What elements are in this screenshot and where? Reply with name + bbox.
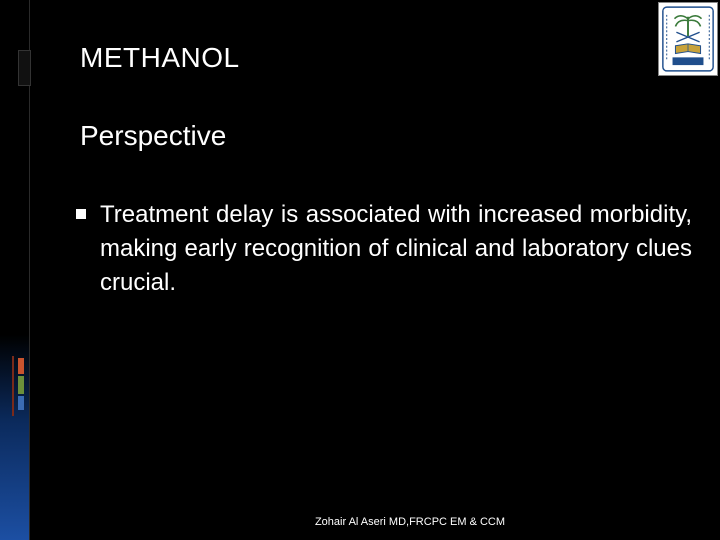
bullet-text: Treatment delay is associated with increased morbidity, making early recognition of clinical and laboratory clues crucial. [100, 201, 692, 296]
slide-title: METHANOL [80, 42, 240, 73]
bullet-list [76, 198, 692, 300]
accent-thin-bar [12, 356, 14, 416]
slide-footer: Zohair Al Aseri MD,FRCPC EM & CCM [314, 516, 506, 528]
university-seal-icon [659, 3, 717, 75]
square-bullet-icon [76, 209, 86, 219]
university-logo [658, 2, 718, 76]
accent-block-green [18, 376, 24, 394]
accent-block-blue [18, 396, 24, 410]
slide-subtitle: Perspective [80, 120, 227, 151]
accent-block-orange [18, 358, 24, 374]
bullet-item [76, 198, 692, 300]
title-accent-block [18, 50, 31, 86]
